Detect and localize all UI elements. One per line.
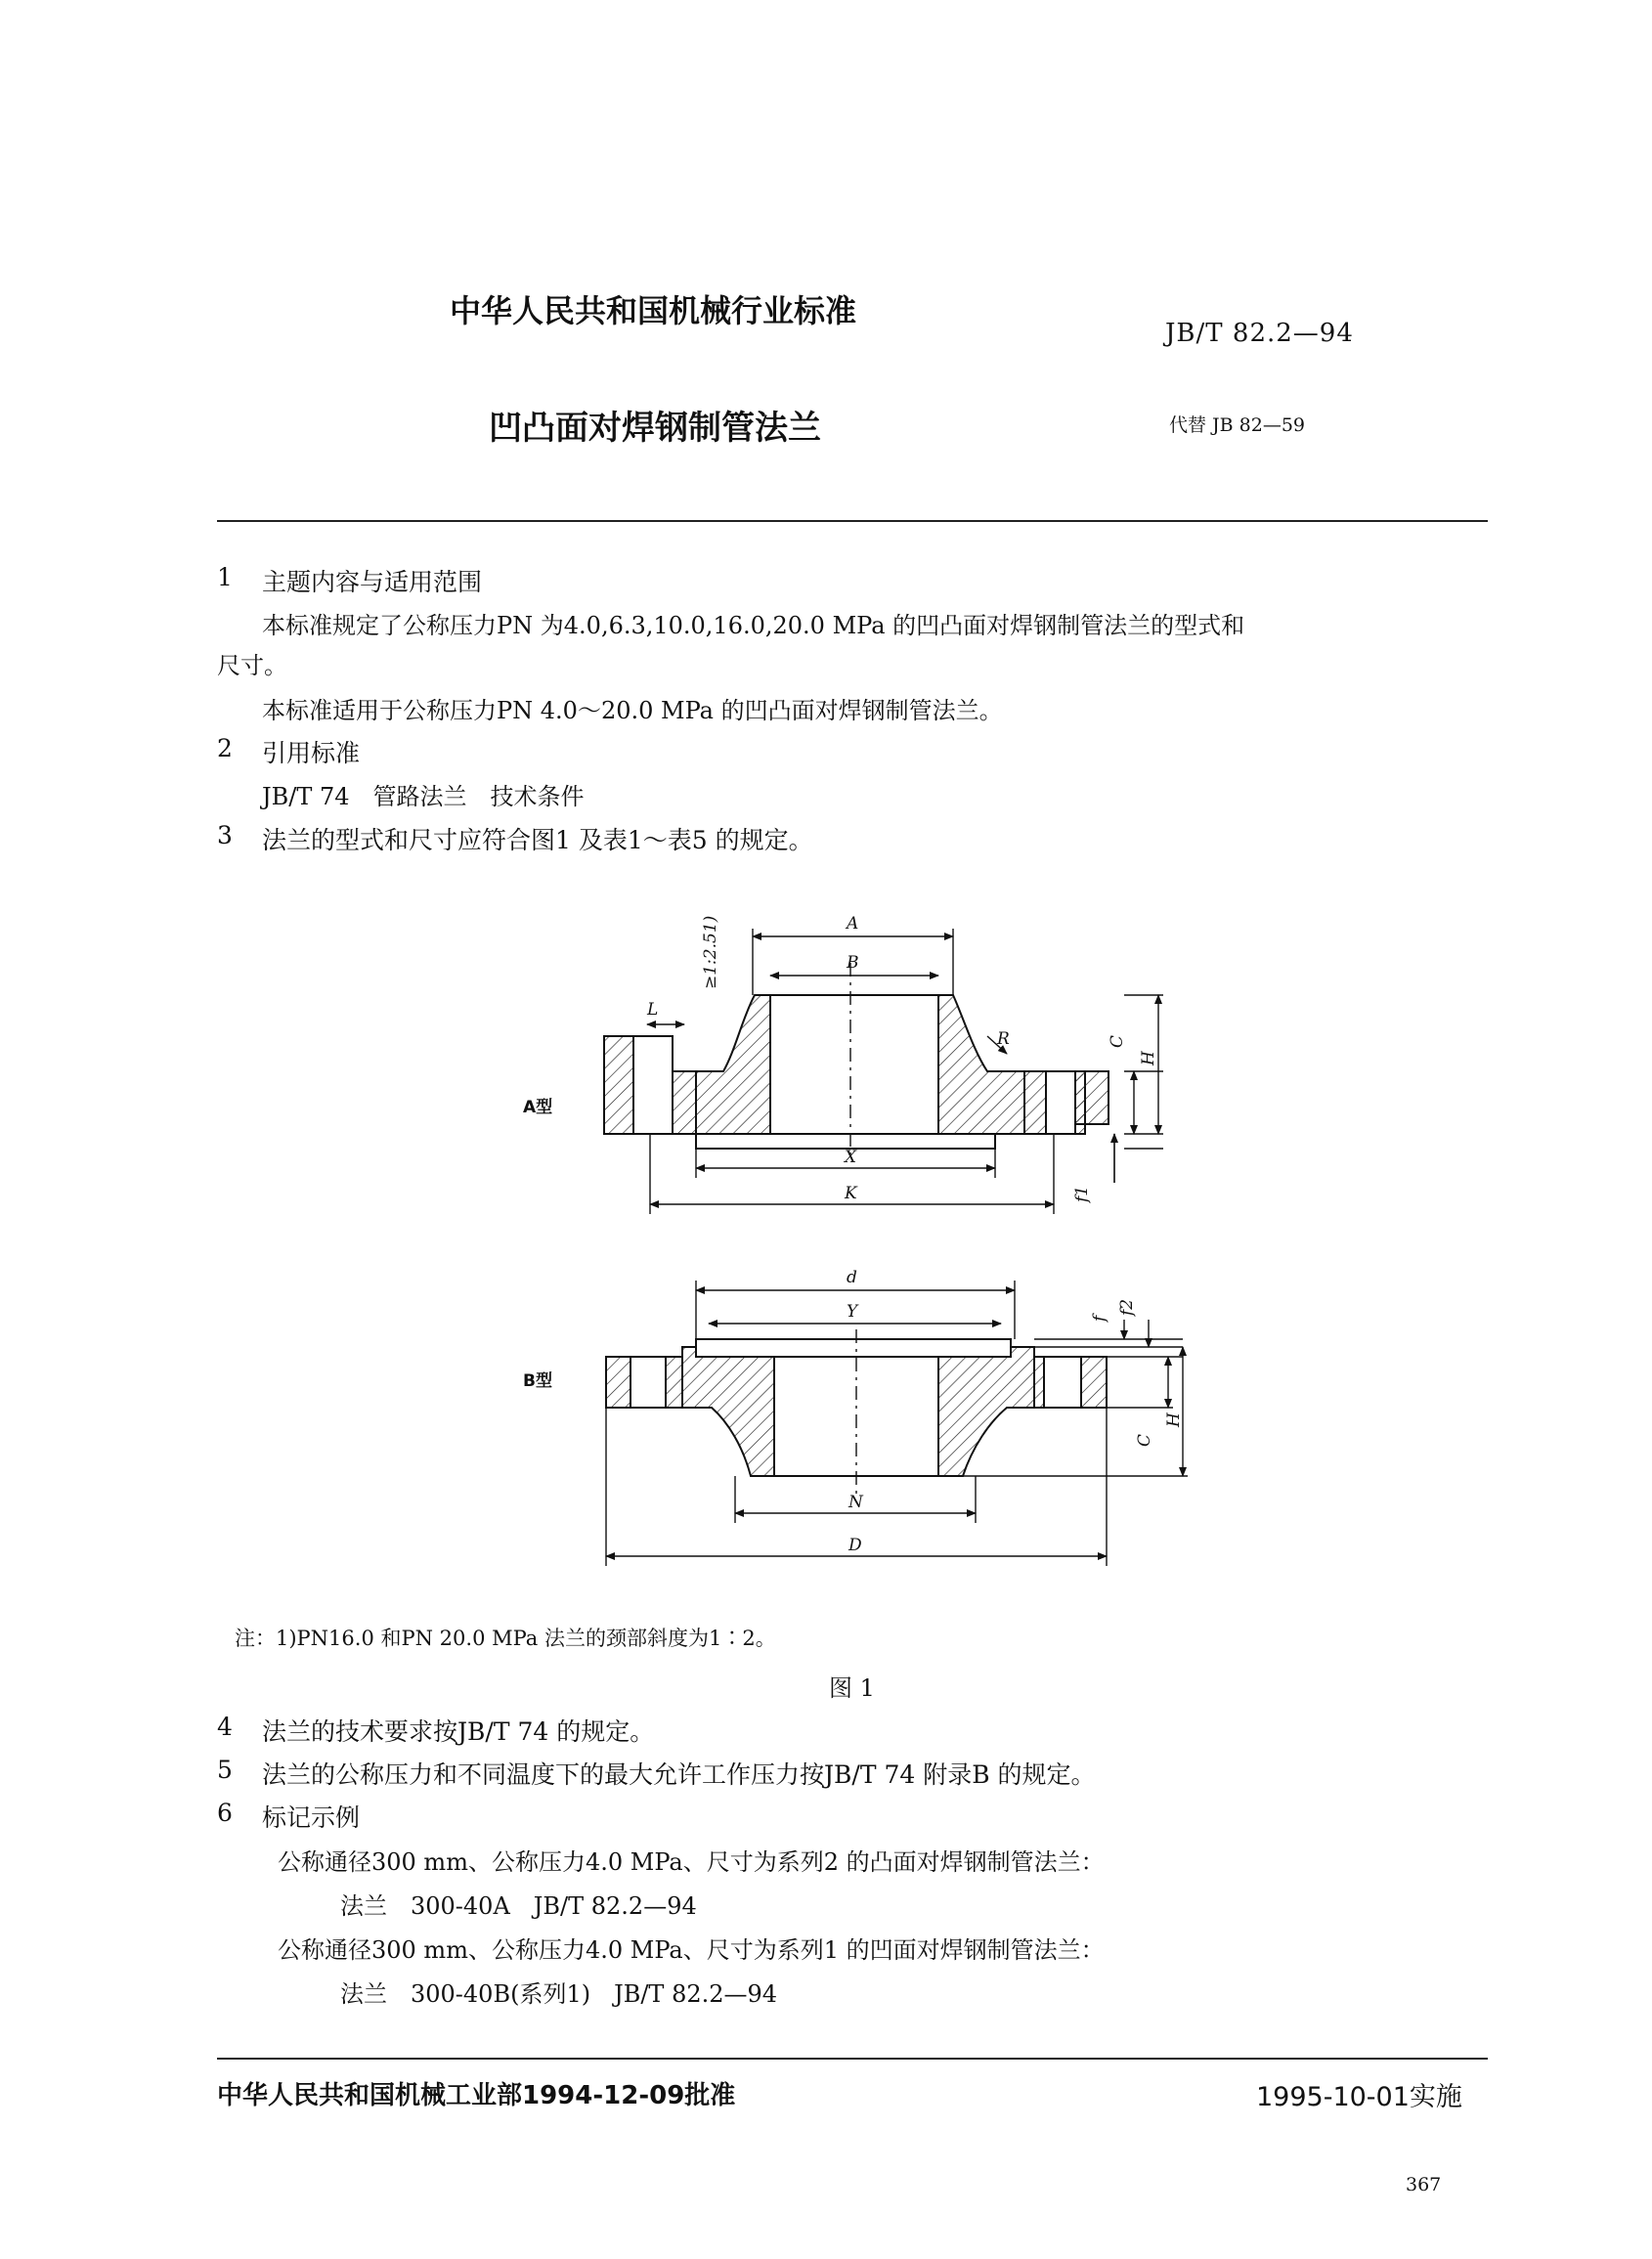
section-3-text: 法兰的型式和尺寸应符合图1 及表1～表5 的规定。 [262, 826, 813, 854]
section-4-text: 法兰的技术要求按JB/T 74 的规定。 [262, 1717, 655, 1746]
section-6-number: 6 [217, 1799, 233, 1827]
section-1-number: 1 [217, 563, 233, 591]
figure-caption: 图 1 [829, 1674, 875, 1702]
type-b-right-bolt-hole [1044, 1357, 1081, 1408]
dim-c-label-b: C [1135, 1433, 1154, 1447]
dim-d-small-label: d [847, 1268, 857, 1287]
section-1-para-2: 本标准适用于公称压力PN 4.0～20.0 MPa 的凹凸面对焊钢制管法兰。 [262, 697, 1003, 724]
dim-a-label: A [847, 914, 859, 934]
referenced-standard: JB/T 74 管路法兰 技术条件 [262, 783, 585, 810]
marking-example-1-code: 法兰 300-40A JB/T 82.2—94 [340, 1892, 697, 1920]
standard-code: JB/T 82.2—94 [1165, 319, 1354, 348]
dim-x-label: X [845, 1148, 857, 1167]
dim-f-label: f [1090, 1315, 1109, 1322]
slope-label: ≥1:2.51) [701, 915, 720, 989]
type-b-dimensions [606, 1281, 1188, 1566]
section-5-number: 5 [217, 1756, 233, 1784]
type-b-drawing [606, 1329, 1107, 1496]
dim-f2-label: f2 [1117, 1298, 1137, 1316]
section-6-title: 标记示例 [262, 1803, 361, 1832]
effective-date: 1995-10-01实施 [1256, 2082, 1462, 2112]
dim-h-label-a: H [1139, 1051, 1158, 1065]
type-b-spigot [696, 1339, 1011, 1347]
approval-line: 中华人民共和国机械工业部1994-12-09批准 [217, 2081, 736, 2110]
section-1-para-1b: 尺寸。 [217, 652, 287, 679]
section-3-number: 3 [217, 821, 233, 849]
marking-example-1-desc: 公称通径300 mm、公称压力4.0 MPa、尺寸为系列2 的凸面对焊钢制管法兰： [278, 1848, 1105, 1876]
section-5-text: 法兰的公称压力和不同温度下的最大允许工作压力按JB/T 74 附录B 的规定。 [262, 1760, 1096, 1789]
type-a-left-hub [696, 995, 770, 1134]
section-1-para-1a: 本标准规定了公称压力PN 为4.0,6.3,10.0,16.0,20.0 MPa 的凹凸面对焊钢制管法兰的型式和 [262, 612, 1245, 639]
type-a-right-bolt-hole [1046, 1071, 1075, 1134]
section-2-title: 引用标准 [262, 739, 361, 767]
type-a-label: A型 [523, 1098, 553, 1117]
dim-n-label: N [848, 1493, 863, 1512]
type-a-left-bolt-hole [633, 1036, 673, 1134]
type-b-left-hub [682, 1347, 774, 1476]
section-1-title: 主题内容与适用范围 [262, 568, 483, 596]
page-number: 367 [1406, 2174, 1442, 2195]
dim-k-label: K [845, 1184, 857, 1203]
dim-f1-label: f1 [1072, 1185, 1092, 1202]
section-2-number: 2 [217, 734, 233, 762]
document-title: 凹凸面对焊钢制管法兰 [489, 409, 821, 448]
type-b-right-hub [938, 1347, 1034, 1476]
type-b-left-bolt-hole [630, 1357, 666, 1408]
org-title: 中华人民共和国机械行业标准 [450, 292, 857, 329]
type-b-label: B型 [523, 1371, 552, 1391]
marking-example-2-desc: 公称通径300 mm、公称压力4.0 MPa、尺寸为系列1 的凹面对焊钢制管法兰： [278, 1936, 1105, 1964]
dim-b-label: B [847, 953, 859, 973]
footer-rule [217, 2058, 1488, 2060]
dim-y-label: Y [847, 1302, 858, 1322]
section-4-number: 4 [217, 1713, 233, 1741]
type-a-drawing [604, 963, 1109, 1158]
type-a-right-rim [1075, 1071, 1109, 1124]
dim-d-large-label: D [848, 1536, 862, 1555]
dim-h-label-b: H [1164, 1412, 1184, 1427]
marking-example-2-code: 法兰 300-40B(系列1) JB/T 82.2—94 [340, 1980, 778, 2008]
type-a-right-hub [938, 995, 1024, 1134]
dim-r-label: R [997, 1029, 1010, 1049]
dim-l-label: L [647, 1000, 659, 1020]
dim-c-label-a: C [1108, 1034, 1127, 1048]
replaces-note: 代替 JB 82—59 [1169, 414, 1306, 436]
figure-note: 注：1)PN16.0 和PN 20.0 MPa 法兰的颈部斜度为1∶2。 [235, 1627, 776, 1650]
type-a-raised-face [696, 1134, 995, 1149]
